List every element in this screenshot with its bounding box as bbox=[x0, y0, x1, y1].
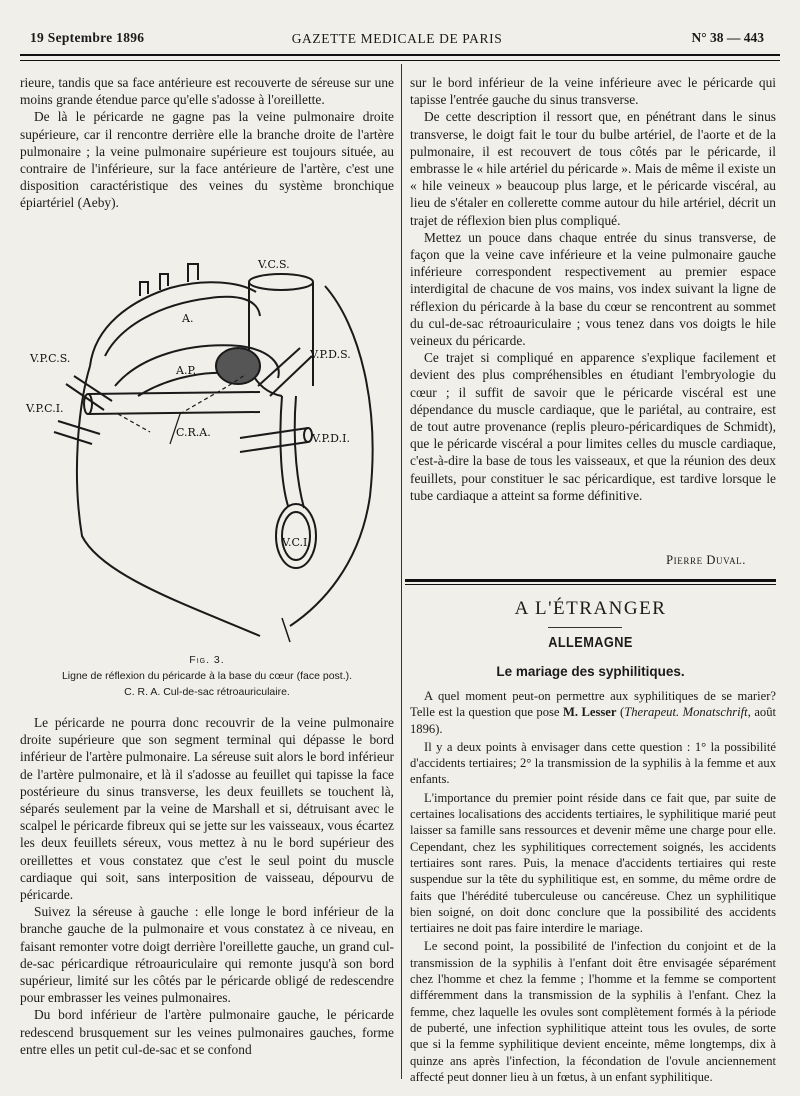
figure-number: Fig. 3. bbox=[189, 654, 225, 666]
column-separator bbox=[401, 64, 402, 1079]
text-span: A quel moment peut-on permettre aux syphilitiques de se marier? Telle est la question que pose bbox=[410, 689, 776, 720]
country-heading: ALLEMAGNE bbox=[548, 634, 633, 651]
section-rule bbox=[405, 579, 776, 582]
source-title: Therapeut. Monatschrift bbox=[624, 705, 748, 720]
label-cra: C.R.A. bbox=[176, 426, 211, 439]
label-vci: V.C.I. bbox=[282, 536, 311, 549]
caption-line: C. R. A. Cul-de-sac rétroauriculaire. bbox=[124, 686, 290, 698]
heart-diagram bbox=[20, 246, 394, 646]
label-a: A. bbox=[182, 312, 194, 325]
label-vpcs: V.P.C.S. bbox=[30, 352, 71, 365]
label-vpdi: V.P.D.I. bbox=[312, 432, 350, 445]
paragraph: Suivez la séreuse à gauche : elle longe le bord inférieur de la branche gauche de la pulmonaire et vous constatez à ce niveau, en faisant remonter votre doigt derrière l'oreillette gauche, un grand cul-de-sac péricardique rétroauriculaire qui remonte jusqu'à son bord supérieur, limité sur les côtés par le péricarde obligé de redescendre pour embrasser les veines pulmonaires. bbox=[20, 904, 394, 1006]
heart-figure bbox=[20, 246, 394, 646]
label-vpds: V.P.D.S. bbox=[310, 348, 351, 361]
author-name: M. Lesser bbox=[562, 705, 617, 720]
paragraph: sur le bord inférieur de la veine inférieure avec le péricarde qui tapisse l'entrée gauche du sinus transverse. bbox=[410, 75, 776, 108]
label-ap: A.P. bbox=[176, 364, 197, 377]
label-vpci: V.P.C.I. bbox=[26, 402, 64, 415]
paragraph: Ce trajet si compliqué en apparence s'explique facilement et devient des plus compréhensibles en étudiant l'embryologie du cœur ; il suffit de savoir que le péricarde viscéral est une dépendance du muscle cardiaque, que le pariétal, au contraire, est de tout autre provenance (replis pleuro-péricardiques de Schmidt), que le péricarde viscéral a pour limites celles du muscle cardiaque, c'est-à-dire la base de tous les vaisseaux, et que la réunion des deux feuillets, pour constituer le sac péricardique, est tardive lorsque le tube cardiaque a atteint sa forme définitive. bbox=[410, 350, 776, 503]
page-header bbox=[30, 28, 764, 50]
figure-caption bbox=[20, 652, 394, 700]
paragraph: Du bord inférieur de l'artère pulmonaire gauche, le péricarde redescend brusquement sur les veines pulmonaires gauches, forme entre elles un petit cul-de-sac et se confond bbox=[20, 1007, 394, 1057]
header-issue: N° 38 — 443 bbox=[691, 30, 764, 45]
right-column-top bbox=[410, 74, 776, 504]
section-rule bbox=[405, 584, 776, 585]
paragraph: De là le péricarde ne gagne pas la veine pulmonaire droite supérieure, car il rencontre derrière elle la branche droite de l'artère pulmonaire ; la veine pulmonaire supérieure est toujours située, au contraire de l'inférieure, sur la face antérieure de l'artère, c'est une disposition caractéristique des veines du système bronchique épiartériel (Aeby). bbox=[20, 109, 394, 211]
header-journal: GAZETTE MEDICALE DE PARIS bbox=[291, 31, 503, 46]
left-column-top bbox=[20, 74, 394, 212]
paragraph: rieure, tandis que sa face antérieure est recouverte de séreuse sur une moins grande étendue parce qu'elle s'adosse à l'oreillette. bbox=[20, 75, 394, 108]
author-signature: Pierre Duval. bbox=[666, 553, 746, 567]
paragraph: Mettez un pouce dans chaque entrée du sinus transverse, de façon que la veine cave inférieure et la veine pulmonaire gauche inférieure correspondent respectivement au premier espace interdigital de chacune de vos mains, vos index suivant la ligne de réflexion du péricarde à la base du cœur se rencontrent au sommet du cul-de-sac rétroauriculaire ; vous tenez dans vos doigts le hile veineux du péricarde. bbox=[410, 229, 776, 349]
header-date: 19 Septembre 1896 bbox=[30, 30, 145, 45]
text-span: , août 1896). bbox=[410, 705, 777, 736]
paragraph: L'importance du premier point réside dans ce fait que, par suite de certaines localisations des accidents tertiaires, le syphilitique marié peut laisser sa famille sans ressources et devenir même une charge pour elle. Cependant, chez les syphilitiques correctement soignés, les accidents tertiaires sont rares. Puis, la menace d'accidents tertiaires qui reste suspendue sur la tête du syphilitique est, en somme, du même ordre de faits que l'hérédité tuberculeuse ou cancéreuse. Chez un syphilitique bien soigné, on doit donc conclure que la possibilité des accidents tertiaires ne doit pas faire interdire le mariage. bbox=[410, 790, 776, 936]
paragraph: Le second point, la possibilité de l'infection du conjoint et de la transmission de la syphilis à l'enfant doit être envisagée séparément chez l'homme et chez la femme ; l'homme et la femme se comportent différemment dans la transmission de la syphilis à l'enfant. Chez la femme, chez laquelle les ovules sont complètement formés à la période de puberté, une infection syphilitique atteint tous les ovules, de sorte que si la femme syphilitique devient enceinte, même longtemps, dix à quinze ans après l'infection, la fécondation de l'ovule anciennement affecté peut donner lieu à un fœtus, à un enfant syphilitique. bbox=[410, 939, 776, 1084]
header-rule bbox=[20, 54, 780, 61]
label-vcs: V.C.S. bbox=[258, 258, 290, 271]
paragraph: Il y a deux points à envisager dans cette question : 1° la possibilité d'accidents tertiaires; 2° la transmission de la syphilis à la femme et aux enfants. bbox=[410, 739, 776, 787]
caption-line: Ligne de réflexion du péricarde à la base du cœur (face post.). bbox=[61, 670, 353, 682]
paragraph bbox=[410, 688, 776, 737]
paragraph: De cette description il ressort que, en pénétrant dans le sinus transverse, le doigt fait le tour du bulbe artériel, de l'aorte et de la pulmonaire, il est recouvert de tous côtés par le péricarde, il embrasse le « hile artériel du péricarde ». Mais de même il existe un « hile veineux » beaucoup plus large, et le péricarde viscéral, au lieu de s'étaler en collerette comme autour du hile artériel, décrit un trajet de réflexion bien plus compliqué. bbox=[410, 109, 776, 228]
section-title: A L'ÉTRANGER bbox=[514, 598, 667, 619]
paragraph: Le péricarde ne pourra donc recouvrir de la veine pulmonaire droite supérieure que son segment terminal qui dépasse le bord inférieur de l'artère pulmonaire. La séreuse suit alors le bord inférieur de l'artère pulmonaire, et là il s'adosse au feuillet qui tapisse la face postérieure du sinus transverse, les deux feuillets se touchent là, séparés seulement par la veine de Marshall et si, détruisant avec le scalpel le péricarde fibreux qui se jette sur les vaisseaux, vous écartez les deux feuillets séreux, vous mettez à nu le bord supérieur des oreillettes et vous constatez que c'est le seul point du muscle cardiaque qui soit, sans interposition de vaisseau, dépourvu de péricarde. bbox=[20, 715, 394, 903]
text-span: ( bbox=[616, 705, 625, 720]
right-column-bottom bbox=[410, 688, 776, 1085]
section-underline bbox=[548, 627, 622, 628]
article-title: Le mariage des syphilitiques. bbox=[496, 664, 685, 679]
left-column-bottom bbox=[20, 714, 394, 1058]
